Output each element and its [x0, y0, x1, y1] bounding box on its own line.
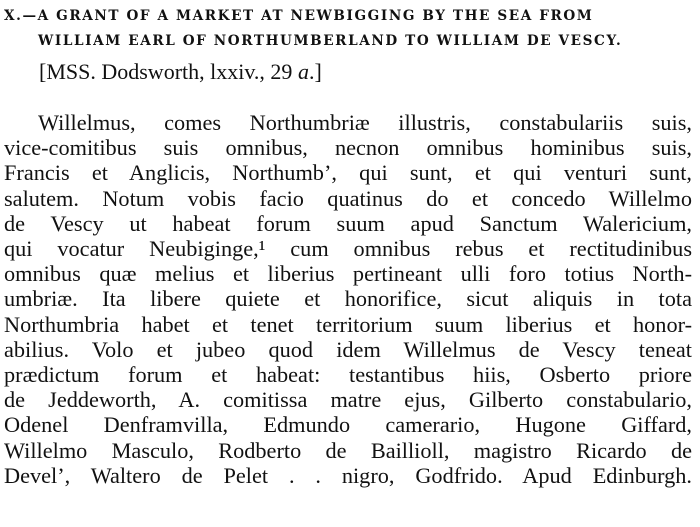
heading-line-2: WILLIAM EARL OF NORTHUMBERLAND TO WILLIAM DE VESCY. — [38, 33, 623, 49]
body-line: salutem. Notum vobis facio quatinus do et concedo Willelmo — [4, 185, 692, 211]
body-line: Willelmo Masculo, Rodberto de Baillioll, magistro Ricardo de — [4, 437, 692, 463]
heading-line-1: X.—A GRANT OF A MARKET AT NEWBIGGING BY THE SEA FROM — [4, 8, 594, 24]
body-line: qui vocatur Neubiginge,¹ cum omnibus rebus et rectitudinibus — [4, 236, 692, 262]
reference-prefix: [MSS. Dodsworth, lxxiv., 29 — [39, 59, 298, 84]
body-line: umbriæ. Ita libere quiete et honorifice, sicut aliquis in tota — [4, 286, 692, 312]
manuscript-reference — [39, 59, 322, 85]
reference-suffix: .] — [308, 59, 322, 84]
body-line: Willelmus, comes Northumbriæ illustris, constabulariis suis, — [38, 110, 692, 135]
reference-italic: a — [297, 59, 309, 84]
document-heading — [4, 4, 698, 54]
body-line: Francis et Anglicis, Northumb’, qui sunt, et qui venturi sunt, — [4, 160, 692, 186]
body-line: de Vescy ut habeat forum suum apud Sanctum Walericium, — [4, 210, 692, 236]
body-line: de Jeddeworth, A. comitissa matre ejus, Gilberto constabulario, — [4, 387, 692, 413]
body-line: vice-comitibus suis omnibus, necnon omnibus hominibus suis, — [4, 135, 692, 161]
body-line: omnibus quæ melius et liberius pertineant ulli foro totius North- — [4, 261, 692, 287]
body-line: prædictum forum et habeat: testantibus hiis, Osberto priore — [4, 362, 692, 388]
body-line: abilius. Volo et jubeo quod idem Willelmus de Vescy teneat — [4, 336, 692, 362]
body-line: Devel’, Waltero de Pelet . . nigro, Godfrido. Apud Edinburgh. — [4, 462, 692, 488]
body-line: Northumbria habet et tenet territorium suum liberius et honor- — [4, 311, 692, 337]
body-line: Odenel Denframvilla, Edmundo camerario, Hugone Giffard, — [4, 412, 692, 438]
charter-text — [4, 110, 692, 488]
